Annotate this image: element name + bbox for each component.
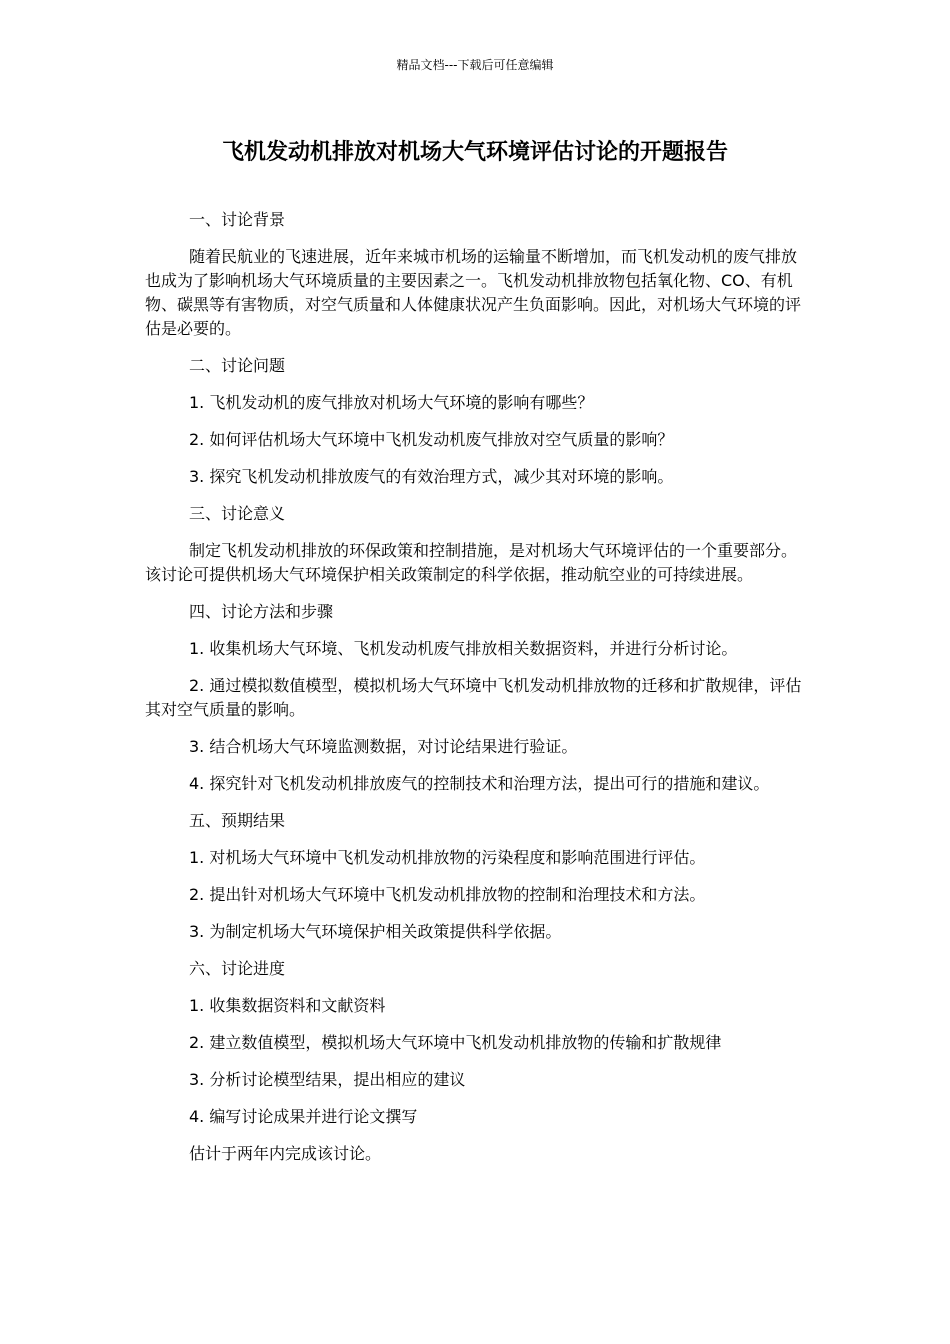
paragraph-background: 随着民航业的飞速进展，近年来城市机场的运输量不断增加，而飞机发动机的废气排放也成为了影响机场大气环境质量的主要因素之一。飞机发动机排放物包括氧化物、CO、有机物、碳黑等有害物质，对空气质量和人体健康状况产生负面影响。因此，对机场大气环境的评估是必要的。 [145, 247, 802, 338]
list-item: 3. 结合机场大气环境监测数据，对讨论结果进行验证。 [189, 737, 578, 756]
page-header: 精品文档---下载后可任意编辑 [396, 58, 554, 72]
list-item: 1. 收集数据资料和文献资料 [189, 996, 386, 1015]
list-item: 2. 建立数值模型，模拟机场大气环境中飞机发动机排放物的传输和扩散规律 [189, 1033, 722, 1052]
section-heading-questions: 二、讨论问题 [189, 356, 286, 375]
list-item: 1. 对机场大气环境中飞机发动机排放物的污染程度和影响范围进行评估。 [189, 848, 706, 867]
paragraph-significance: 制定飞机发动机排放的环保政策和控制措施，是对机场大气环境评估的一个重要部分。该讨论可提供机场大气环境保护相关政策制定的科学依据，推动航空业的可持续进展。 [145, 541, 798, 584]
list-item: 4. 编写讨论成果并进行论文撰写 [189, 1107, 418, 1126]
section-heading-methods: 四、讨论方法和步骤 [189, 602, 334, 621]
document-title: 飞机发动机排放对机场大气环境评估讨论的开题报告 [221, 140, 728, 165]
list-item: 1. 飞机发动机的废气排放对机场大气环境的影响有哪些？ [189, 393, 594, 412]
list-item: 3. 为制定机场大气环境保护相关政策提供科学依据。 [189, 922, 562, 941]
section-heading-significance: 三、讨论意义 [189, 504, 286, 523]
list-item: 3. 分析讨论模型结果，提出相应的建议 [189, 1070, 466, 1089]
list-item: 2. 提出针对机场大气环境中飞机发动机排放物的控制和治理技术和方法。 [189, 885, 706, 904]
list-item: 4. 探究针对飞机发动机排放废气的控制技术和治理方法，提出可行的措施和建议。 [189, 774, 770, 793]
section-heading-schedule: 六、讨论进度 [189, 959, 286, 978]
closing-paragraph: 估计于两年内完成该讨论。 [189, 1144, 382, 1163]
document-body [145, 208, 810, 1179]
section-heading-expected-results: 五、预期结果 [189, 811, 286, 830]
section-heading-background: 一、讨论背景 [189, 210, 286, 229]
list-item: 3. 探究飞机发动机排放废气的有效治理方式，减少其对环境的影响。 [189, 467, 674, 486]
list-item: 2. 如何评估机场大气环境中飞机发动机废气排放对空气质量的影响？ [189, 430, 674, 449]
list-item: 1. 收集机场大气环境、飞机发动机废气排放相关数据资料，并进行分析讨论。 [189, 639, 738, 658]
list-item: 2. 通过模拟数值模型，模拟机场大气环境中飞机发动机排放物的迁移和扩散规律，评估其对空气质量的影响。 [145, 676, 802, 719]
